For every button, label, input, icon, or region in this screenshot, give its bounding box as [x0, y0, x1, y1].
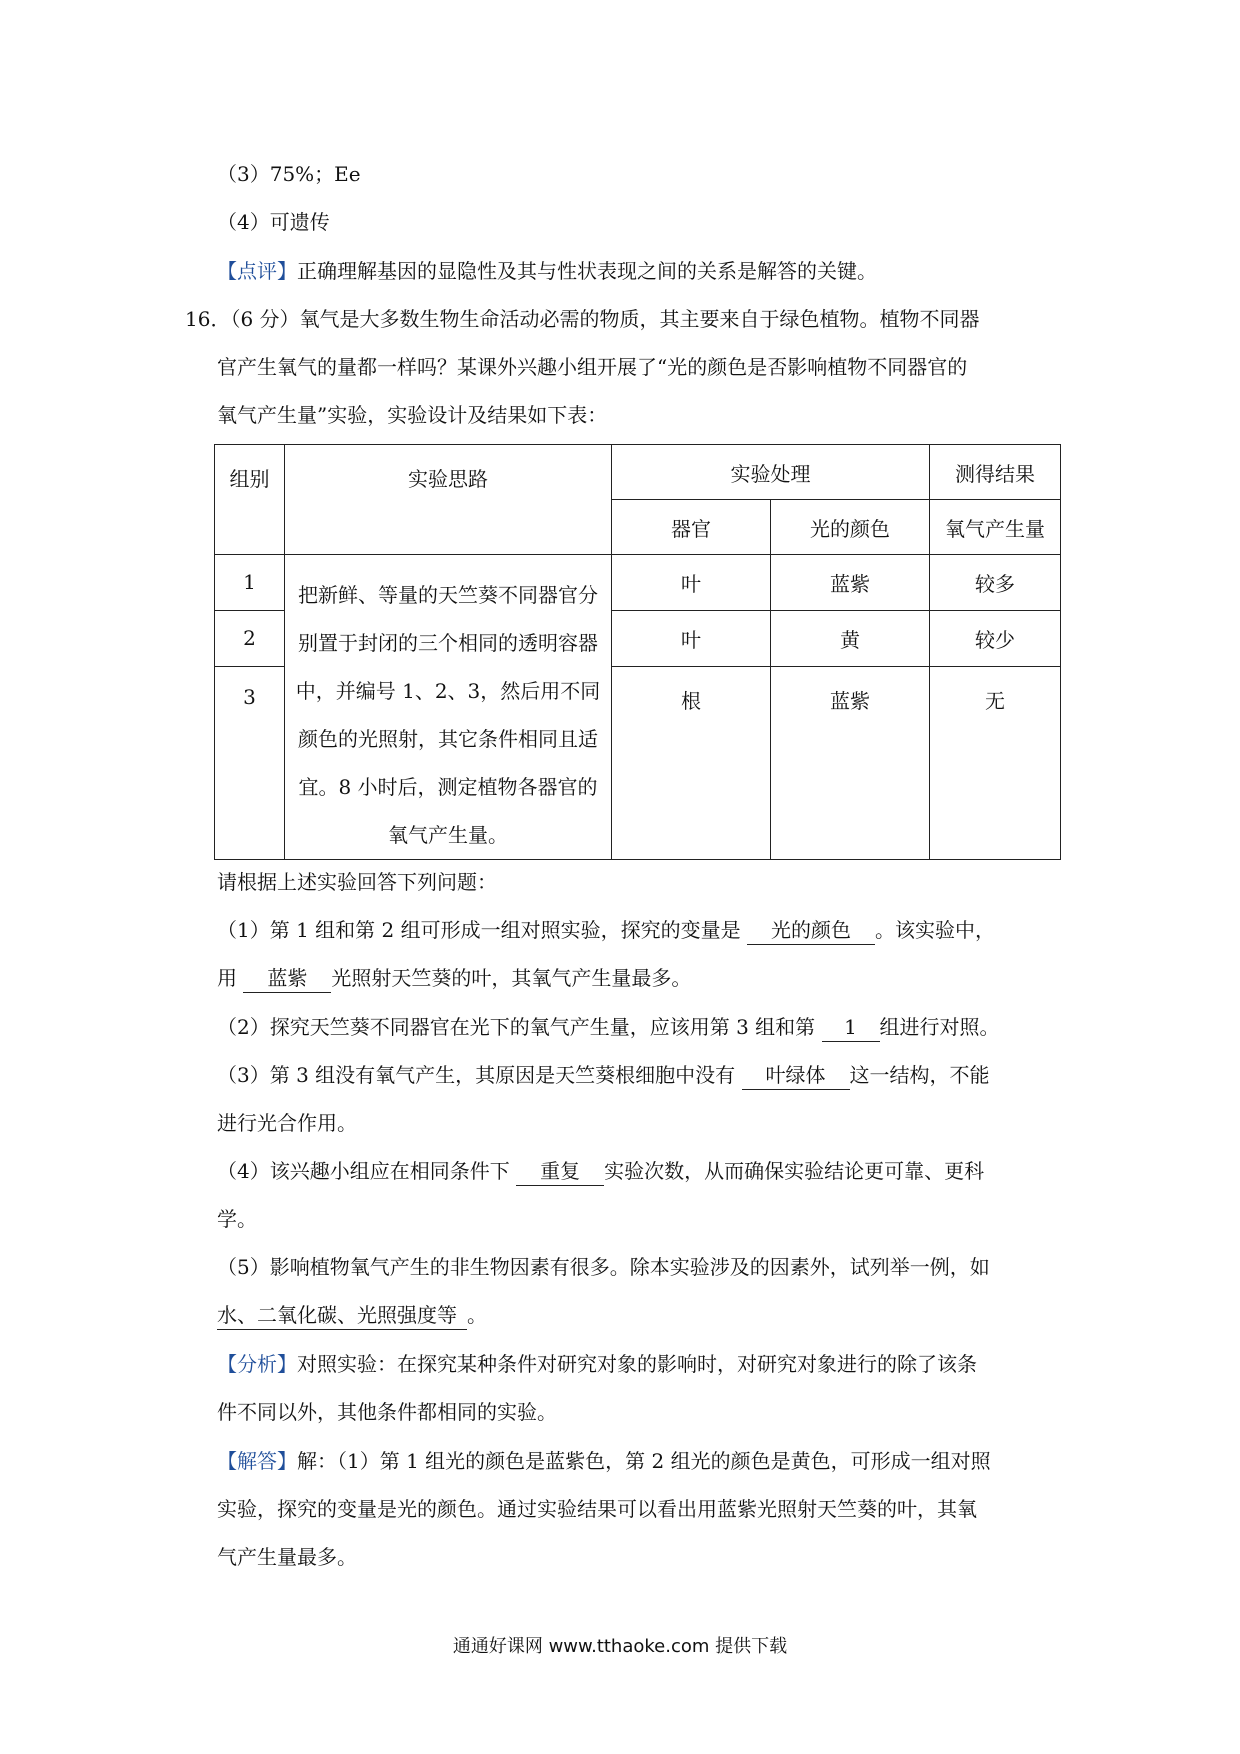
- sub-question-2: [217, 1013, 1000, 1042]
- header-light-color: 光的颜色: [771, 500, 930, 555]
- sub-question-1-end: 光照射天竺葵的叶，其氧气产生量最多。: [331, 966, 692, 990]
- solution-line-2: 实验，探究的变量是光的颜色。通过实验结果可以看出用蓝紫光照射天竺葵的叶，其氧: [217, 1497, 977, 1521]
- answer-blank-4: 叶绿体: [742, 1061, 850, 1090]
- sub-question-1-cont: 用: [217, 966, 237, 990]
- sub-question-3-text: （3）第 3 组没有氧气产生，其原因是天竺葵根细胞中没有: [217, 1063, 736, 1087]
- sub-question-2-text: （2）探究天竺葵不同器官在光下的氧气产生量，应该用第 3 组和第: [217, 1015, 816, 1039]
- header-oxygen: 氧气产生量: [930, 500, 1061, 555]
- answer-blank-3: 1: [822, 1013, 880, 1042]
- solution-tag: 【解答】: [217, 1449, 297, 1473]
- answer-blank-2: 蓝紫: [243, 964, 331, 993]
- light-cell: 黄: [771, 610, 930, 666]
- solution-text: 解：（1）第 1 组光的颜色是蓝紫色，第 2 组光的颜色是黄色，可形成一组对照: [297, 1449, 991, 1473]
- experiment-table: [214, 444, 1061, 860]
- header-result: 测得结果: [930, 445, 1061, 500]
- page-footer: 通通好课网 www.tthaoke.com 提供下载: [452, 1636, 788, 1657]
- question-stem-line-3: 氧气产生量”实验，实验设计及结果如下表：: [217, 403, 608, 427]
- sub-question-5-line-2: [217, 1301, 487, 1330]
- question-prompt: 请根据上述实验回答下列问题：: [217, 870, 497, 894]
- answer-blank-6: 水、二氧化碳、光照强度等: [217, 1301, 467, 1330]
- comment-tag: 【点评】: [217, 259, 297, 283]
- sub-question-1-tail: 。该实验中，: [874, 918, 995, 942]
- sub-question-1-line-1: [217, 916, 995, 945]
- oxygen-cell: 较多: [930, 555, 1061, 611]
- experiment-idea-cell: 把新鲜、等量的天竺葵不同器官分别置于封闭的三个相同的透明容器中，并编号 1、2、3，然后用不同颜色的光照射，其它条件相同且适宜。8 小时后，测定植物各器官的氧气产生量。: [285, 555, 612, 860]
- question-stem-line-2: 官产生氧气的量都一样吗？某课外兴趣小组开展了“光的颜色是否影响植物不同器官的: [217, 355, 968, 379]
- analysis-text: 对照实验：在探究某种条件对研究对象的影响时，对研究对象进行的除了该条: [297, 1352, 977, 1376]
- analysis-tag: 【分析】: [217, 1352, 297, 1376]
- header-idea: 实验思路: [285, 445, 612, 555]
- header-group: 组别: [215, 445, 285, 555]
- answer-blank-5: 重复: [516, 1157, 604, 1186]
- sub-question-1-line-2: [217, 964, 691, 993]
- sub-question-4-line-2: 学。: [217, 1207, 257, 1231]
- table-row: [215, 555, 1061, 611]
- sub-question-3-line-2: 进行光合作用。: [217, 1111, 357, 1135]
- oxygen-cell: 较少: [930, 610, 1061, 666]
- organ-cell: 根: [612, 666, 771, 859]
- sub-question-5-line-1: （5）影响植物氧气产生的非生物因素有很多。除本实验涉及的因素外，试列举一例，如: [217, 1255, 990, 1279]
- solution-line-3: 气产生量最多。: [217, 1545, 357, 1569]
- sub-question-4-tail: 实验次数，从而确保实验结论更可靠、更科: [604, 1159, 985, 1183]
- header-organ: 器官: [612, 500, 771, 555]
- group-cell: 3: [215, 666, 285, 859]
- sub-question-3-line-1: [217, 1061, 990, 1090]
- analysis-line-2: 件不同以外，其他条件都相同的实验。: [217, 1400, 557, 1424]
- question-stem-line-1: 16．（6 分）氧气是大多数生物生命活动必需的物质，其主要来自于绿色植物。植物不同器: [185, 307, 980, 331]
- analysis-line-1: [217, 1350, 977, 1378]
- answer-item-4: （4）可遗传: [217, 210, 330, 234]
- organ-cell: 叶: [612, 555, 771, 611]
- sub-question-5-tail: 。: [467, 1303, 487, 1327]
- sub-question-2-tail: 组进行对照。: [879, 1015, 1000, 1039]
- answer-blank-1: 光的颜色: [747, 916, 875, 945]
- answer-item-3: （3）75%；Ee: [217, 162, 361, 186]
- light-cell: 蓝紫: [771, 555, 930, 611]
- comment-text: 正确理解基因的显隐性及其与性状表现之间的关系是解答的关键。: [297, 259, 877, 283]
- sub-question-4-line-1: [217, 1157, 984, 1186]
- group-cell: 2: [215, 610, 285, 666]
- header-treatment: 实验处理: [612, 445, 930, 500]
- sub-question-3-tail: 这一结构，不能: [849, 1063, 990, 1087]
- group-cell: 1: [215, 555, 285, 611]
- light-cell: 蓝紫: [771, 666, 930, 859]
- sub-question-4-text: （4）该兴趣小组应在相同条件下: [217, 1159, 510, 1183]
- oxygen-cell: 无: [930, 666, 1061, 859]
- comment-line: [217, 257, 877, 285]
- sub-question-1-text: （1）第 1 组和第 2 组可形成一组对照实验，探究的变量是: [217, 918, 741, 942]
- solution-line-1: [217, 1447, 991, 1475]
- organ-cell: 叶: [612, 610, 771, 666]
